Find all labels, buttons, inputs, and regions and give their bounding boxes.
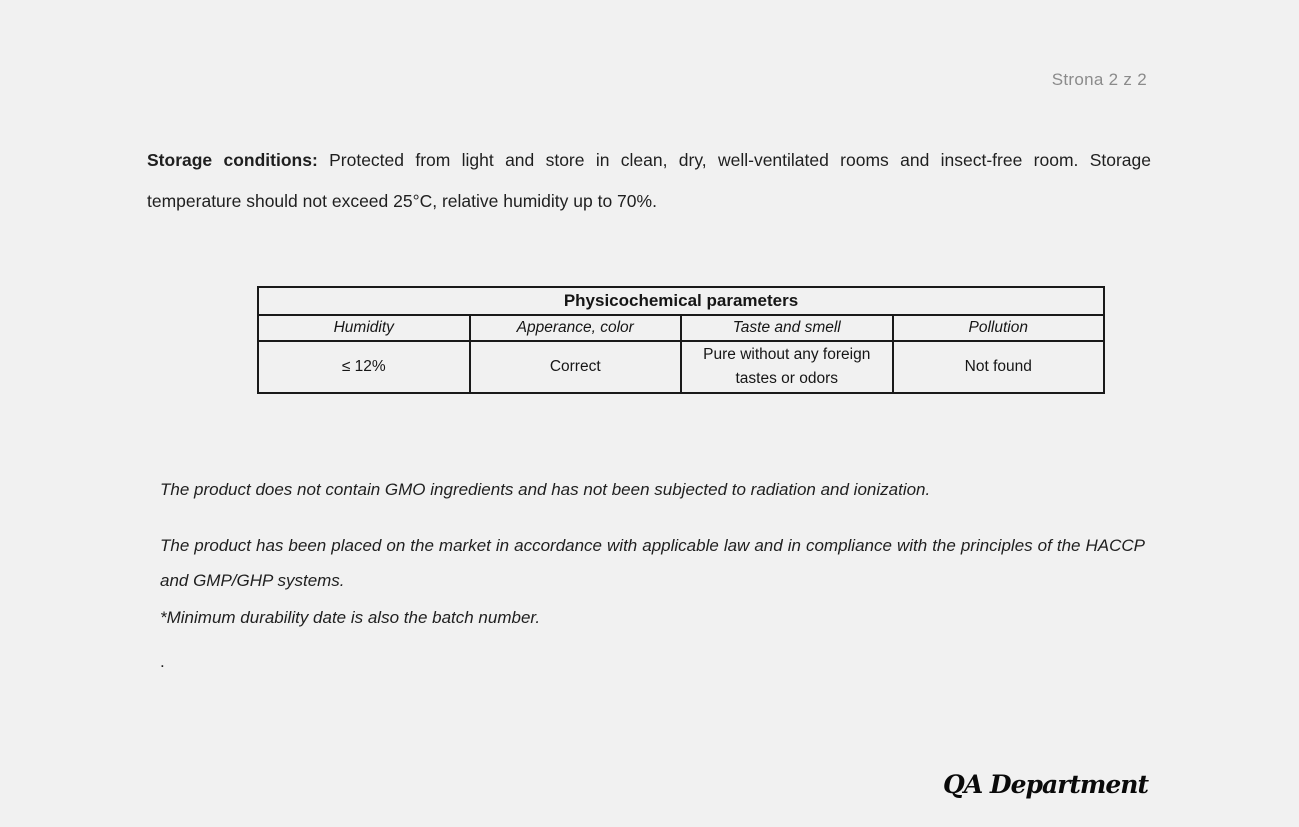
value-taste-and-smell [681,341,893,393]
value-apperance-color: Correct [470,341,682,393]
table-value-row [258,341,1104,393]
storage-conditions-label: Storage conditions: [147,150,318,170]
value-taste-and-smell-text: Pure without any foreign tastes or odors [703,346,871,388]
header-humidity: Humidity [258,315,470,341]
qa-department-signature: QA Department [943,770,1148,799]
table-title: Physicochemical parameters [258,287,1104,315]
page-number-indicator: Strona 2 z 2 [1051,70,1147,89]
table-title-row [258,287,1104,315]
gmo-note-paragraph: The product does not contain GMO ingredients and has not been subjected to radiation and ionization. [160,480,931,499]
storage-conditions-text: Protected from light and store in clean, dry, well-ventilated rooms and insect-free room. Storage temperature should not exceed 25°C, relative humidity up to 70%. [147,150,1151,211]
stray-period: . [160,652,165,671]
header-pollution: Pollution [893,315,1105,341]
physicochemical-parameters-table [257,286,1105,394]
value-pollution: Not found [893,341,1105,393]
value-humidity: ≤ 12% [258,341,470,393]
durability-note-paragraph: *Minimum durability date is also the batch number. [160,608,541,627]
storage-conditions-paragraph [147,140,1151,222]
table-header-row [258,315,1104,341]
header-apperance-color: Apperance, color [470,315,682,341]
compliance-note-paragraph: The product has been placed on the market in accordance with applicable law and in compliance with the principles of the HACCP and GMP/GHP systems. [160,536,1145,590]
header-taste-and-smell: Taste and smell [681,315,893,341]
